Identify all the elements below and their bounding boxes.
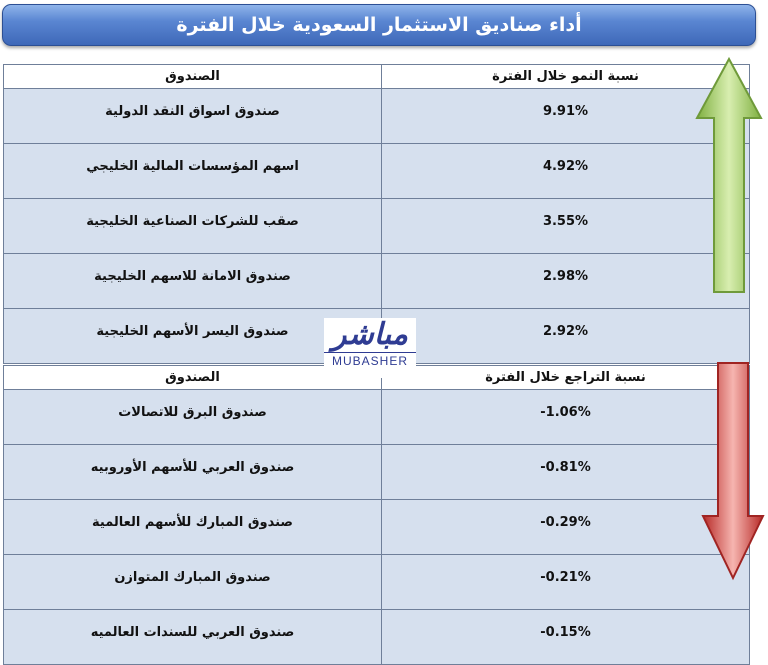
- rate-value: -0.81%: [382, 445, 750, 500]
- fund-name: صندوق اليسر الأسهم الخليجية: [4, 309, 382, 364]
- decline-table: [3, 365, 750, 665]
- header-rate: نسبة التراجع خلال الفترة: [382, 366, 750, 390]
- rate-value: 2.98%: [382, 254, 750, 309]
- rate-value: -0.15%: [382, 610, 750, 665]
- rate-value: -0.21%: [382, 555, 750, 610]
- up-arrow-icon: [694, 56, 764, 296]
- header-rate: نسبة النمو خلال الفترة: [382, 65, 750, 89]
- header-fund: الصندوق: [4, 366, 382, 390]
- rate-value: -1.06%: [382, 390, 750, 445]
- rate-value: 3.55%: [382, 199, 750, 254]
- fund-name: صندوق العربي للسندات العالميه: [4, 610, 382, 665]
- table-header-row: [4, 65, 750, 89]
- fund-name: صندوق الامانة للاسهم الخليجية: [4, 254, 382, 309]
- fund-name: صندوق المبارك المتوازن: [4, 555, 382, 610]
- table-row: [4, 555, 750, 610]
- logo-english: MUBASHER: [324, 352, 416, 369]
- header-fund: الصندوق: [4, 65, 382, 89]
- rate-value: 2.92%: [382, 309, 750, 364]
- rate-value: 4.92%: [382, 144, 750, 199]
- rate-value: -0.29%: [382, 500, 750, 555]
- rate-value: 9.91%: [382, 89, 750, 144]
- table-row: [4, 89, 750, 144]
- fund-name: صندوق المبارك للأسهم العالمية: [4, 500, 382, 555]
- fund-name: صندوق اسواق النقد الدولية: [4, 89, 382, 144]
- down-arrow-icon: [700, 360, 766, 582]
- table-row: [4, 610, 750, 665]
- table-row: [4, 254, 750, 309]
- table-row: [4, 144, 750, 199]
- table-row: [4, 500, 750, 555]
- mubasher-logo: [324, 318, 416, 378]
- fund-name: اسهم المؤسسات المالية الخليجي: [4, 144, 382, 199]
- table-row: [4, 199, 750, 254]
- fund-name: صندوق العربي للأسهم الأوروبيه: [4, 445, 382, 500]
- logo-arabic: مباشر: [332, 317, 408, 352]
- table-row: [4, 390, 750, 445]
- fund-name: صندوق البرق للاتصالات: [4, 390, 382, 445]
- table-row: [4, 445, 750, 500]
- fund-name: صقب للشركات الصناعية الخليجية: [4, 199, 382, 254]
- page-title: أداء صناديق الاستثمار السعودية خلال الفترة: [2, 4, 756, 46]
